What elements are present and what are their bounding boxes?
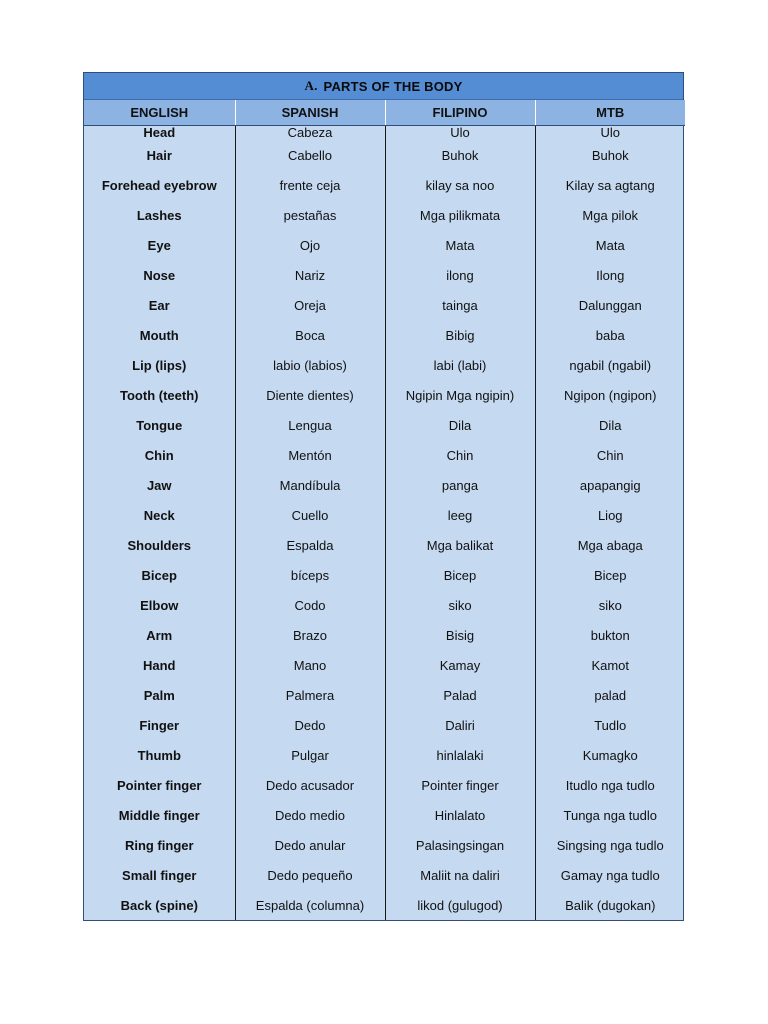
cell-mtb: apapangig	[535, 470, 685, 500]
table-row	[84, 710, 685, 740]
cell-mtb: Kumagko	[535, 740, 685, 770]
cell-spanish: bíceps	[235, 560, 385, 590]
cell-spanish: Lengua	[235, 410, 385, 440]
table-row	[84, 470, 685, 500]
cell-mtb: palad	[535, 680, 685, 710]
column-header-mtb: MTB	[535, 100, 685, 126]
cell-filipino: Mata	[385, 230, 535, 260]
table-title-text: PARTS OF THE BODY	[323, 78, 463, 94]
table-row	[84, 860, 685, 890]
vocabulary-table	[84, 100, 685, 920]
cell-english: Hand	[143, 657, 176, 673]
cell-filipino: Palad	[385, 680, 535, 710]
cell-mtb: Singsing nga tudlo	[535, 830, 685, 860]
table-row	[84, 350, 685, 380]
cell-filipino: kilay sa noo	[385, 170, 535, 200]
cell-filipino: Palasingsingan	[385, 830, 535, 860]
cell-filipino: Ulo	[385, 126, 535, 141]
table-row	[84, 770, 685, 800]
cell-english: Arm	[146, 627, 173, 643]
cell-spanish: Cabeza	[235, 126, 385, 141]
table-row	[84, 620, 685, 650]
cell-mtb: siko	[535, 590, 685, 620]
table-row	[84, 590, 685, 620]
cell-spanish: Cuello	[235, 500, 385, 530]
cell-english: Middle finger	[118, 807, 200, 823]
vocabulary-table-container	[83, 72, 684, 921]
cell-english: Thumb	[137, 747, 181, 763]
cell-spanish: Cabello	[235, 140, 385, 170]
cell-mtb: Mga pilok	[535, 200, 685, 230]
cell-english: Small finger	[122, 867, 197, 883]
cell-english: Pointer finger	[116, 777, 202, 793]
cell-filipino: Buhok	[385, 140, 535, 170]
cell-english: Lip (lips)	[132, 357, 187, 373]
cell-mtb: Liog	[535, 500, 685, 530]
table-row	[84, 320, 685, 350]
cell-filipino: panga	[385, 470, 535, 500]
table-row	[84, 800, 685, 830]
cell-english: Bicep	[141, 567, 177, 583]
cell-mtb: Gamay nga tudlo	[535, 860, 685, 890]
cell-english: Jaw	[146, 477, 172, 493]
cell-filipino: Ngipin Mga ngipin)	[385, 380, 535, 410]
cell-filipino: Chin	[385, 440, 535, 470]
cell-spanish: Diente dientes)	[235, 380, 385, 410]
cell-spanish: Mentón	[235, 440, 385, 470]
cell-filipino: Mga balikat	[385, 530, 535, 560]
table-row	[84, 140, 685, 170]
table-row	[84, 440, 685, 470]
cell-filipino: labi (labi)	[385, 350, 535, 380]
cell-filipino: Bibig	[385, 320, 535, 350]
cell-filipino: Hinlalato	[385, 800, 535, 830]
cell-english: Hair	[146, 147, 172, 163]
table-row	[84, 290, 685, 320]
column-header-filipino: FILIPINO	[385, 100, 535, 126]
cell-english: Elbow	[140, 597, 179, 613]
cell-english: Lashes	[136, 207, 182, 223]
cell-filipino: hinlalaki	[385, 740, 535, 770]
column-header-spanish: SPANISH	[235, 100, 385, 126]
table-row	[84, 260, 685, 290]
cell-filipino: Bicep	[385, 560, 535, 590]
cell-mtb: Ngipon (ngipon)	[535, 380, 685, 410]
cell-spanish: Ojo	[235, 230, 385, 260]
cell-mtb: ngabil (ngabil)	[535, 350, 685, 380]
cell-spanish: Nariz	[235, 260, 385, 290]
cell-spanish: Pulgar	[235, 740, 385, 770]
cell-filipino: Daliri	[385, 710, 535, 740]
cell-english: Back (spine)	[120, 897, 198, 913]
cell-mtb: Tudlo	[535, 710, 685, 740]
cell-mtb: Ulo	[535, 126, 685, 141]
table-row	[84, 230, 685, 260]
table-row	[84, 830, 685, 860]
table-row	[84, 126, 685, 141]
cell-english: Finger	[139, 717, 180, 733]
cell-filipino: Dila	[385, 410, 535, 440]
cell-filipino: siko	[385, 590, 535, 620]
table-row	[84, 500, 685, 530]
cell-english: Chin	[144, 447, 174, 463]
cell-spanish: Dedo anular	[235, 830, 385, 860]
table-body	[84, 126, 685, 921]
cell-mtb: Ilong	[535, 260, 685, 290]
table-row	[84, 740, 685, 770]
cell-mtb: Buhok	[535, 140, 685, 170]
table-title	[84, 73, 683, 100]
cell-english: Mouth	[139, 327, 179, 343]
table-row	[84, 560, 685, 590]
table-row	[84, 380, 685, 410]
cell-filipino: ilong	[385, 260, 535, 290]
cell-english: Tongue	[136, 417, 183, 433]
cell-english: Nose	[143, 267, 176, 283]
cell-spanish: Dedo acusador	[235, 770, 385, 800]
cell-filipino: leeg	[385, 500, 535, 530]
cell-mtb: baba	[535, 320, 685, 350]
cell-spanish: Boca	[235, 320, 385, 350]
cell-mtb: Kilay sa agtang	[535, 170, 685, 200]
cell-english: Tooth (teeth)	[120, 387, 199, 403]
cell-filipino: Mga pilikmata	[385, 200, 535, 230]
table-row	[84, 650, 685, 680]
cell-spanish: Oreja	[235, 290, 385, 320]
cell-spanish: Palmera	[235, 680, 385, 710]
table-title-prefix: A.	[304, 78, 318, 93]
cell-mtb: Bicep	[535, 560, 685, 590]
cell-filipino: Pointer finger	[385, 770, 535, 800]
cell-spanish: labio (labios)	[235, 350, 385, 380]
table-row	[84, 890, 685, 920]
cell-spanish: Dedo	[235, 710, 385, 740]
cell-spanish: Dedo medio	[235, 800, 385, 830]
cell-mtb: Mata	[535, 230, 685, 260]
cell-spanish: Dedo pequeño	[235, 860, 385, 890]
cell-spanish: frente ceja	[235, 170, 385, 200]
cell-mtb: Itudlo nga tudlo	[535, 770, 685, 800]
cell-mtb: Dila	[535, 410, 685, 440]
cell-mtb: Kamot	[535, 650, 685, 680]
cell-spanish: Mano	[235, 650, 385, 680]
cell-spanish: pestañas	[235, 200, 385, 230]
cell-filipino: Maliit na daliri	[385, 860, 535, 890]
table-row	[84, 410, 685, 440]
cell-spanish: Brazo	[235, 620, 385, 650]
column-header-english: ENGLISH	[84, 100, 235, 126]
cell-spanish: Espalda (columna)	[235, 890, 385, 920]
cell-filipino: Bisig	[385, 620, 535, 650]
cell-mtb: Dalunggan	[535, 290, 685, 320]
cell-english: Eye	[147, 237, 171, 253]
cell-spanish: Espalda	[235, 530, 385, 560]
table-row	[84, 170, 685, 200]
cell-filipino: Kamay	[385, 650, 535, 680]
cell-mtb: Tunga nga tudlo	[535, 800, 685, 830]
cell-mtb: Mga abaga	[535, 530, 685, 560]
header-row	[84, 100, 685, 126]
cell-mtb: Chin	[535, 440, 685, 470]
cell-english: Forehead eyebrow	[101, 177, 217, 193]
cell-spanish: Mandíbula	[235, 470, 385, 500]
table-row	[84, 680, 685, 710]
cell-english: Head	[143, 125, 176, 140]
cell-mtb: Balik (dugokan)	[535, 890, 685, 920]
table-row	[84, 530, 685, 560]
cell-english: Neck	[143, 507, 175, 523]
table-row	[84, 200, 685, 230]
cell-english: Ring finger	[124, 837, 194, 853]
cell-spanish: Codo	[235, 590, 385, 620]
cell-filipino: tainga	[385, 290, 535, 320]
cell-english: Shoulders	[127, 537, 192, 553]
cell-filipino: likod (gulugod)	[385, 890, 535, 920]
cell-english: Palm	[143, 687, 175, 703]
cell-mtb: bukton	[535, 620, 685, 650]
cell-english: Ear	[148, 297, 170, 313]
